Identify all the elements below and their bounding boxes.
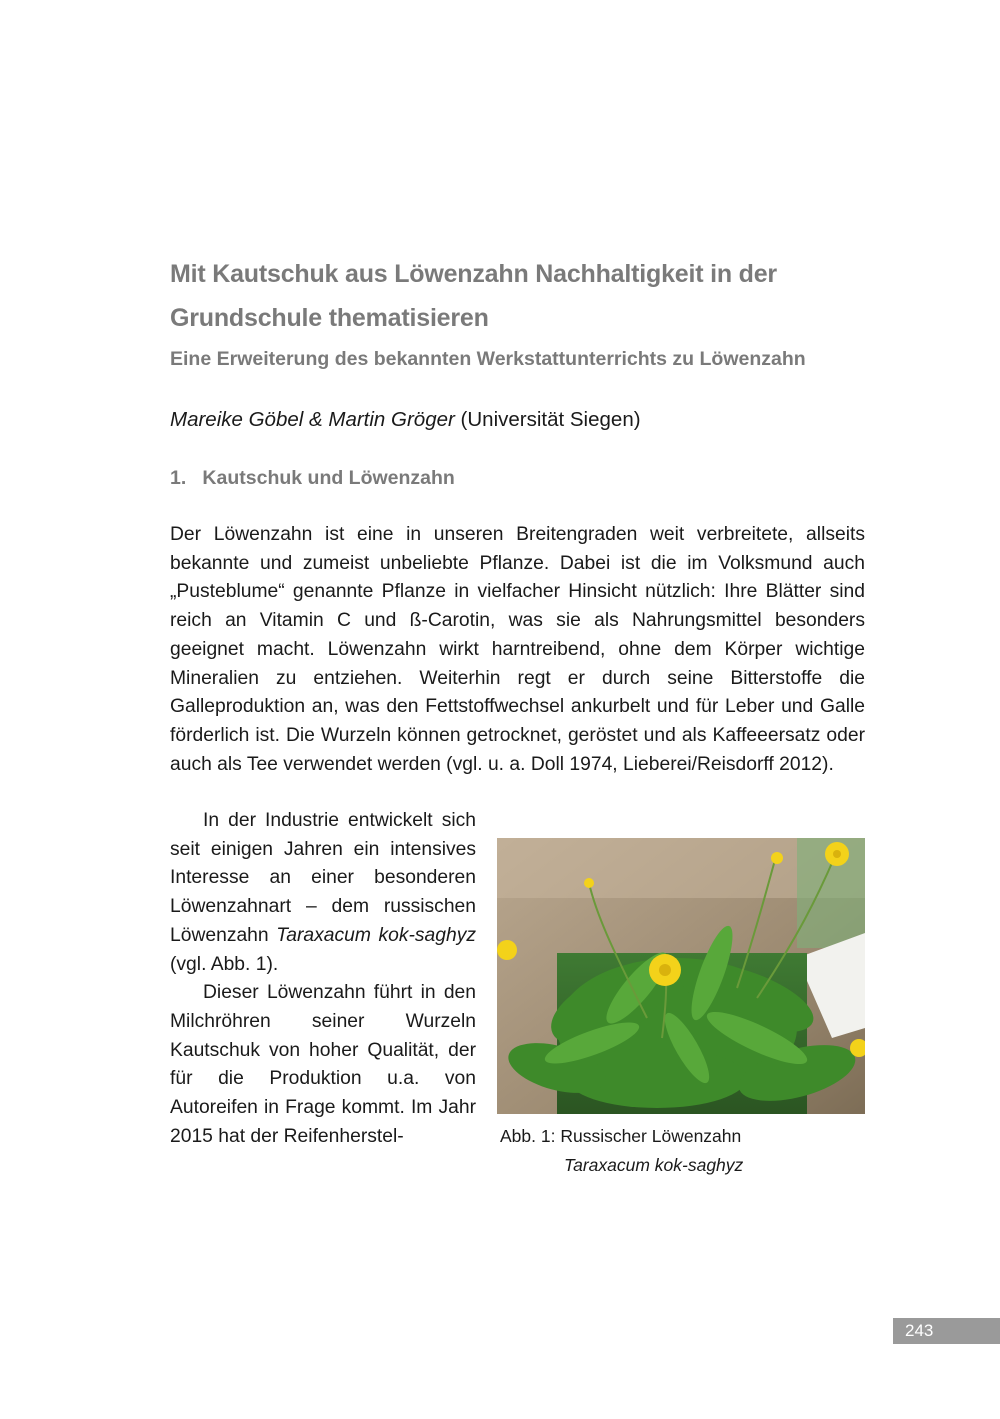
figure-caption: [500, 1122, 865, 1180]
text-column: [170, 807, 476, 1151]
paragraph-2-text: In der Industrie entwickelt sich seit einigen Jahren ein intensives Interesse an einer besonderen Löwenzahnart – dem russischen Löwenzahn: [170, 810, 476, 946]
article-title: Mit Kautschuk aus Löwenzahn Nachhaltigkeit in der Grundschule thematisieren: [170, 260, 777, 332]
caption-line-2: Taraxacum kok-saghyz: [564, 1155, 744, 1175]
body-paragraph-3: Dieser Löwenzahn führt in den Milchröhren seiner Wurzeln Kautschuk von hoher Qualität, der für die Produktion u.a. von Autoreifen in Frage kommt. Im Jahr 2015 hat der Reifenherstel-: [170, 982, 476, 1147]
author-names: Mareike Göbel & Martin Gröger: [170, 408, 455, 431]
figure-reference: (vgl. Abb. 1).: [170, 953, 279, 975]
author-line: [170, 405, 890, 435]
caption-line-1: Abb. 1: Russischer Löwenzahn: [500, 1126, 742, 1146]
author-affiliation: (Universität Siegen): [460, 408, 641, 431]
article-subtitle: Eine Erweiterung des bekannten Werkstattunterrichts zu Löwenzahn: [170, 348, 806, 370]
section-number: 1.: [170, 467, 187, 489]
species-name: Taraxacum kok-saghyz: [276, 924, 476, 946]
page-number: 243: [893, 1318, 1000, 1344]
dandelion-photo: [497, 838, 865, 1114]
body-paragraph-2: [170, 807, 476, 979]
body-paragraph-1: Der Löwenzahn ist eine in unseren Breitengraden weit verbreitete, allseits bekannte und zumeist unbeliebte Pflanze. Dabei ist die im Volksmund auch „Pusteblume“ genannte Pflanze in vielfacher Hinsicht nützlich: Ihre Blätter sind reich an Vitamin C und ß-Carotin, was sie als Nahrungsmittel besonders geeignet macht. Löwenzahn wirkt harntreibend, ohne dem Körper wichtige Mineralien zu entziehen. Weiterhin regt er durch seine Bitterstoffe die Galleproduktion an, was den Fettstoffwechsel ankurbelt und für Leber und Galle förderlich ist. Die Wurzeln können getrocknet, geröstet und als Kaffeeersatz oder auch als Tee verwendet werden (vgl. u. a. Doll 1974, Lieberei/Reisdorff 2012).: [170, 524, 865, 775]
section-title: Kautschuk und Löwenzahn: [202, 467, 455, 489]
section-heading: [170, 463, 890, 493]
